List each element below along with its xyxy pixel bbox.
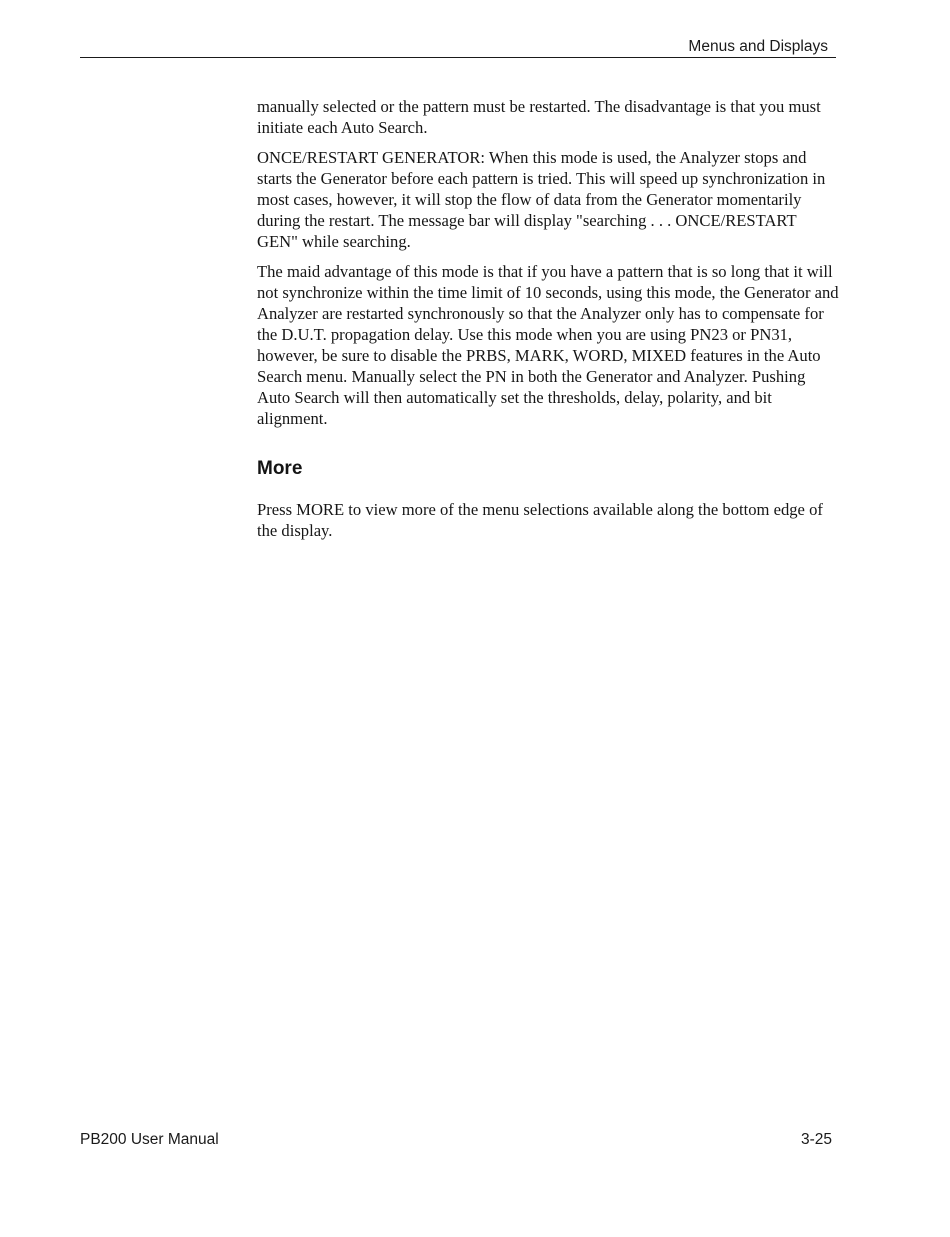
section-heading-more: More <box>257 458 303 479</box>
paragraph-more: Press MORE to view more of the menu selections available along the bottom edge of the display. <box>257 500 823 540</box>
header-rule <box>80 57 836 58</box>
paragraph-once-restart-generator: ONCE/RESTART GENERATOR: When this mode is used, the Analyzer stops and starts the Generator before each pattern is tried. This will speed up synchronization in most cases, however, it will stop the flow of data from the Generator momentarily during the restart. The message bar will display "searching . . . ONCE/RESTART GEN" while searching. <box>257 148 826 251</box>
paragraph-continuation: manually selected or the pattern must be restarted. The disadvantage is that you must initiate each Auto Search. <box>257 97 821 137</box>
running-header-title: Menus and Displays <box>688 38 828 55</box>
footer-page-number: 3-25 <box>800 1131 832 1148</box>
footer-manual-name: PB200 User Manual <box>80 1131 219 1148</box>
page-body <box>257 96 839 550</box>
paragraph-main-advantage: The maid advantage of this mode is that if you have a pattern that is so long that it will not synchronize within the time limit of 10 seconds, using this mode, the Generator and Analyzer are restarted synchronously so that the Analyzer only has to compensate for the D.U.T. propagation delay. Use this mode when you are using PN23 or PN31, however, be sure to disable the PRBS, MARK, WORD, MIXED features in the Auto Search menu. Manually select the PN in both the Generator and Analyzer. Pushing Auto Search will then automatically set the thresholds, delay, polarity, and bit alignment. <box>257 262 839 428</box>
